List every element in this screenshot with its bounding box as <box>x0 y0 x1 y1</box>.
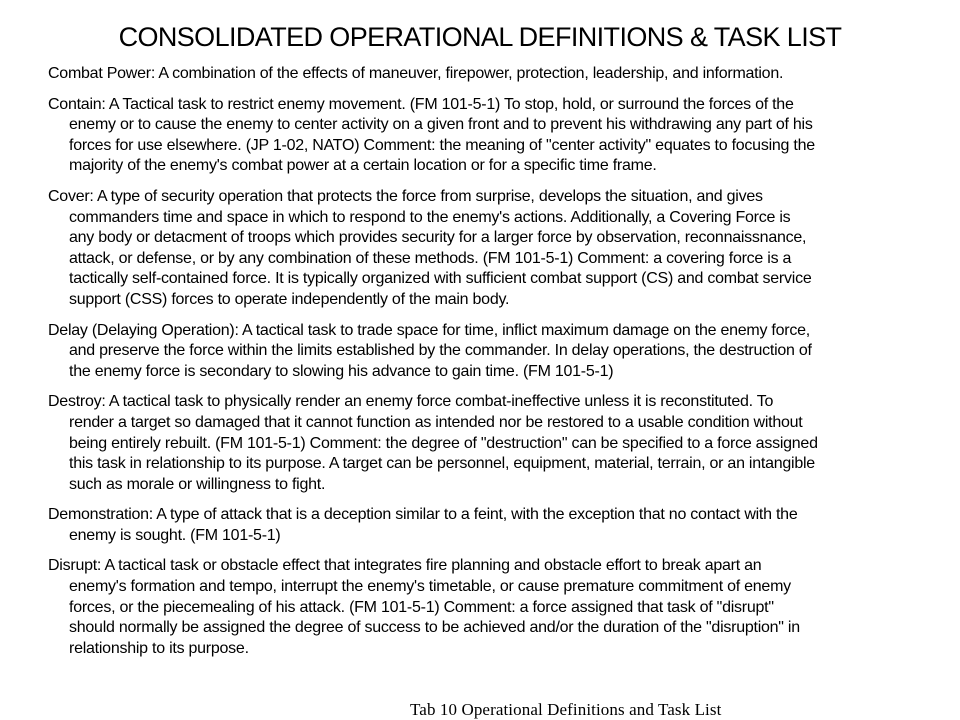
definition-text-line: majority of the enemy's combat power at a certain location or for a specific time frame. <box>69 157 657 175</box>
definition-text-line: render a target so damaged that it cannot function as intended nor be restored to a usable condition without <box>69 413 803 431</box>
definition-text-line: such as morale or willingness to fight. <box>69 475 326 493</box>
definition-term-line: Destroy: A tactical task to physically render an enemy force combat-ineffective unless it is reconstituted. To <box>48 393 774 411</box>
definition-term-line: Cover: A type of security operation that protects the force from surprise, develops the situation, and gives <box>48 187 763 205</box>
definition-term-line: Combat Power: A combination of the effects of maneuver, firepower, protection, leadership, and information. <box>48 65 784 82</box>
definition-text-line: forces for use elsewhere. (JP 1-02, NATO) Comment: the meaning of "center activity" equates to focusing the <box>69 136 815 154</box>
definition-entry <box>48 321 898 383</box>
page-footer: Tab 10 Operational Definitions and Task List <box>410 700 722 719</box>
definition-term-line: Disrupt: A tactical task or obstacle effect that integrates fire planning and obstacle effort to break apart an <box>48 557 762 575</box>
page-title: CONSOLIDATED OPERATIONAL DEFINITIONS & TASK LIST <box>118 22 842 52</box>
definition-entry <box>48 556 898 659</box>
definition-text-line: being entirely rebuilt. (FM 101-5-1) Comment: the degree of "destruction" can be specified to a force assigned <box>69 434 818 452</box>
definitions-list <box>48 64 898 669</box>
definition-text-line: commanders time and space in which to respond to the enemy's actions. Additionally, a Covering Force is <box>69 208 791 226</box>
definition-entry <box>48 392 898 495</box>
definition-text-line: the enemy force is secondary to slowing his advance to gain time. (FM 101-5-1) <box>69 362 614 380</box>
definition-text-line: relationship to its purpose. <box>69 639 249 657</box>
definition-term-line: Delay (Delaying Operation): A tactical task to trade space for time, inflict maximum damage on the enemy force, <box>48 321 810 339</box>
definition-entry <box>48 505 898 546</box>
definition-term-line: Demonstration: A type of attack that is a deception similar to a feint, with the exception that no contact with the <box>48 506 798 524</box>
definition-entry <box>48 187 898 311</box>
definition-entry <box>48 64 898 85</box>
definition-text-line: enemy or to cause the enemy to center activity on a given front and to prevent his withdrawing any part of his <box>69 116 813 134</box>
definition-entry <box>48 95 898 177</box>
definition-text-line: this task in relationship to its purpose. A target can be personnel, equipment, material, terrain, or an intangible <box>69 455 815 473</box>
definition-text-line: support (CSS) forces to operate independently of the main body. <box>69 290 510 308</box>
definition-text-line: forces, or the piecemealing of his attack. (FM 101-5-1) Comment: a force assigned that task of "disrupt" <box>69 598 774 616</box>
definition-text-line: enemy's formation and tempo, interrupt the enemy's timetable, or cause premature commitment of enemy <box>69 578 791 596</box>
definition-text-line: any body or detacment of troops which provides security for a larger force by observation, reconnaissnance, <box>69 229 807 247</box>
definition-term-line: Contain: A Tactical task to restrict enemy movement. (FM 101-5-1) To stop, hold, or surround the forces of the <box>48 95 794 113</box>
definition-text-line: should normally be assigned the degree of success to be achieved and/or the duration of the "disruption" in <box>69 619 800 637</box>
definition-text-line: attack, or defense, or by any combination of these methods. (FM 101-5-1) Comment: a covering force is a <box>69 249 792 267</box>
definition-text-line: tactically self-contained force. It is typically organized with sufficient combat support (CS) and combat service <box>69 270 812 288</box>
definition-text-line: and preserve the force within the limits established by the commander. In delay operations, the destruction of <box>69 342 812 360</box>
definition-text-line: enemy is sought. (FM 101-5-1) <box>69 526 281 544</box>
